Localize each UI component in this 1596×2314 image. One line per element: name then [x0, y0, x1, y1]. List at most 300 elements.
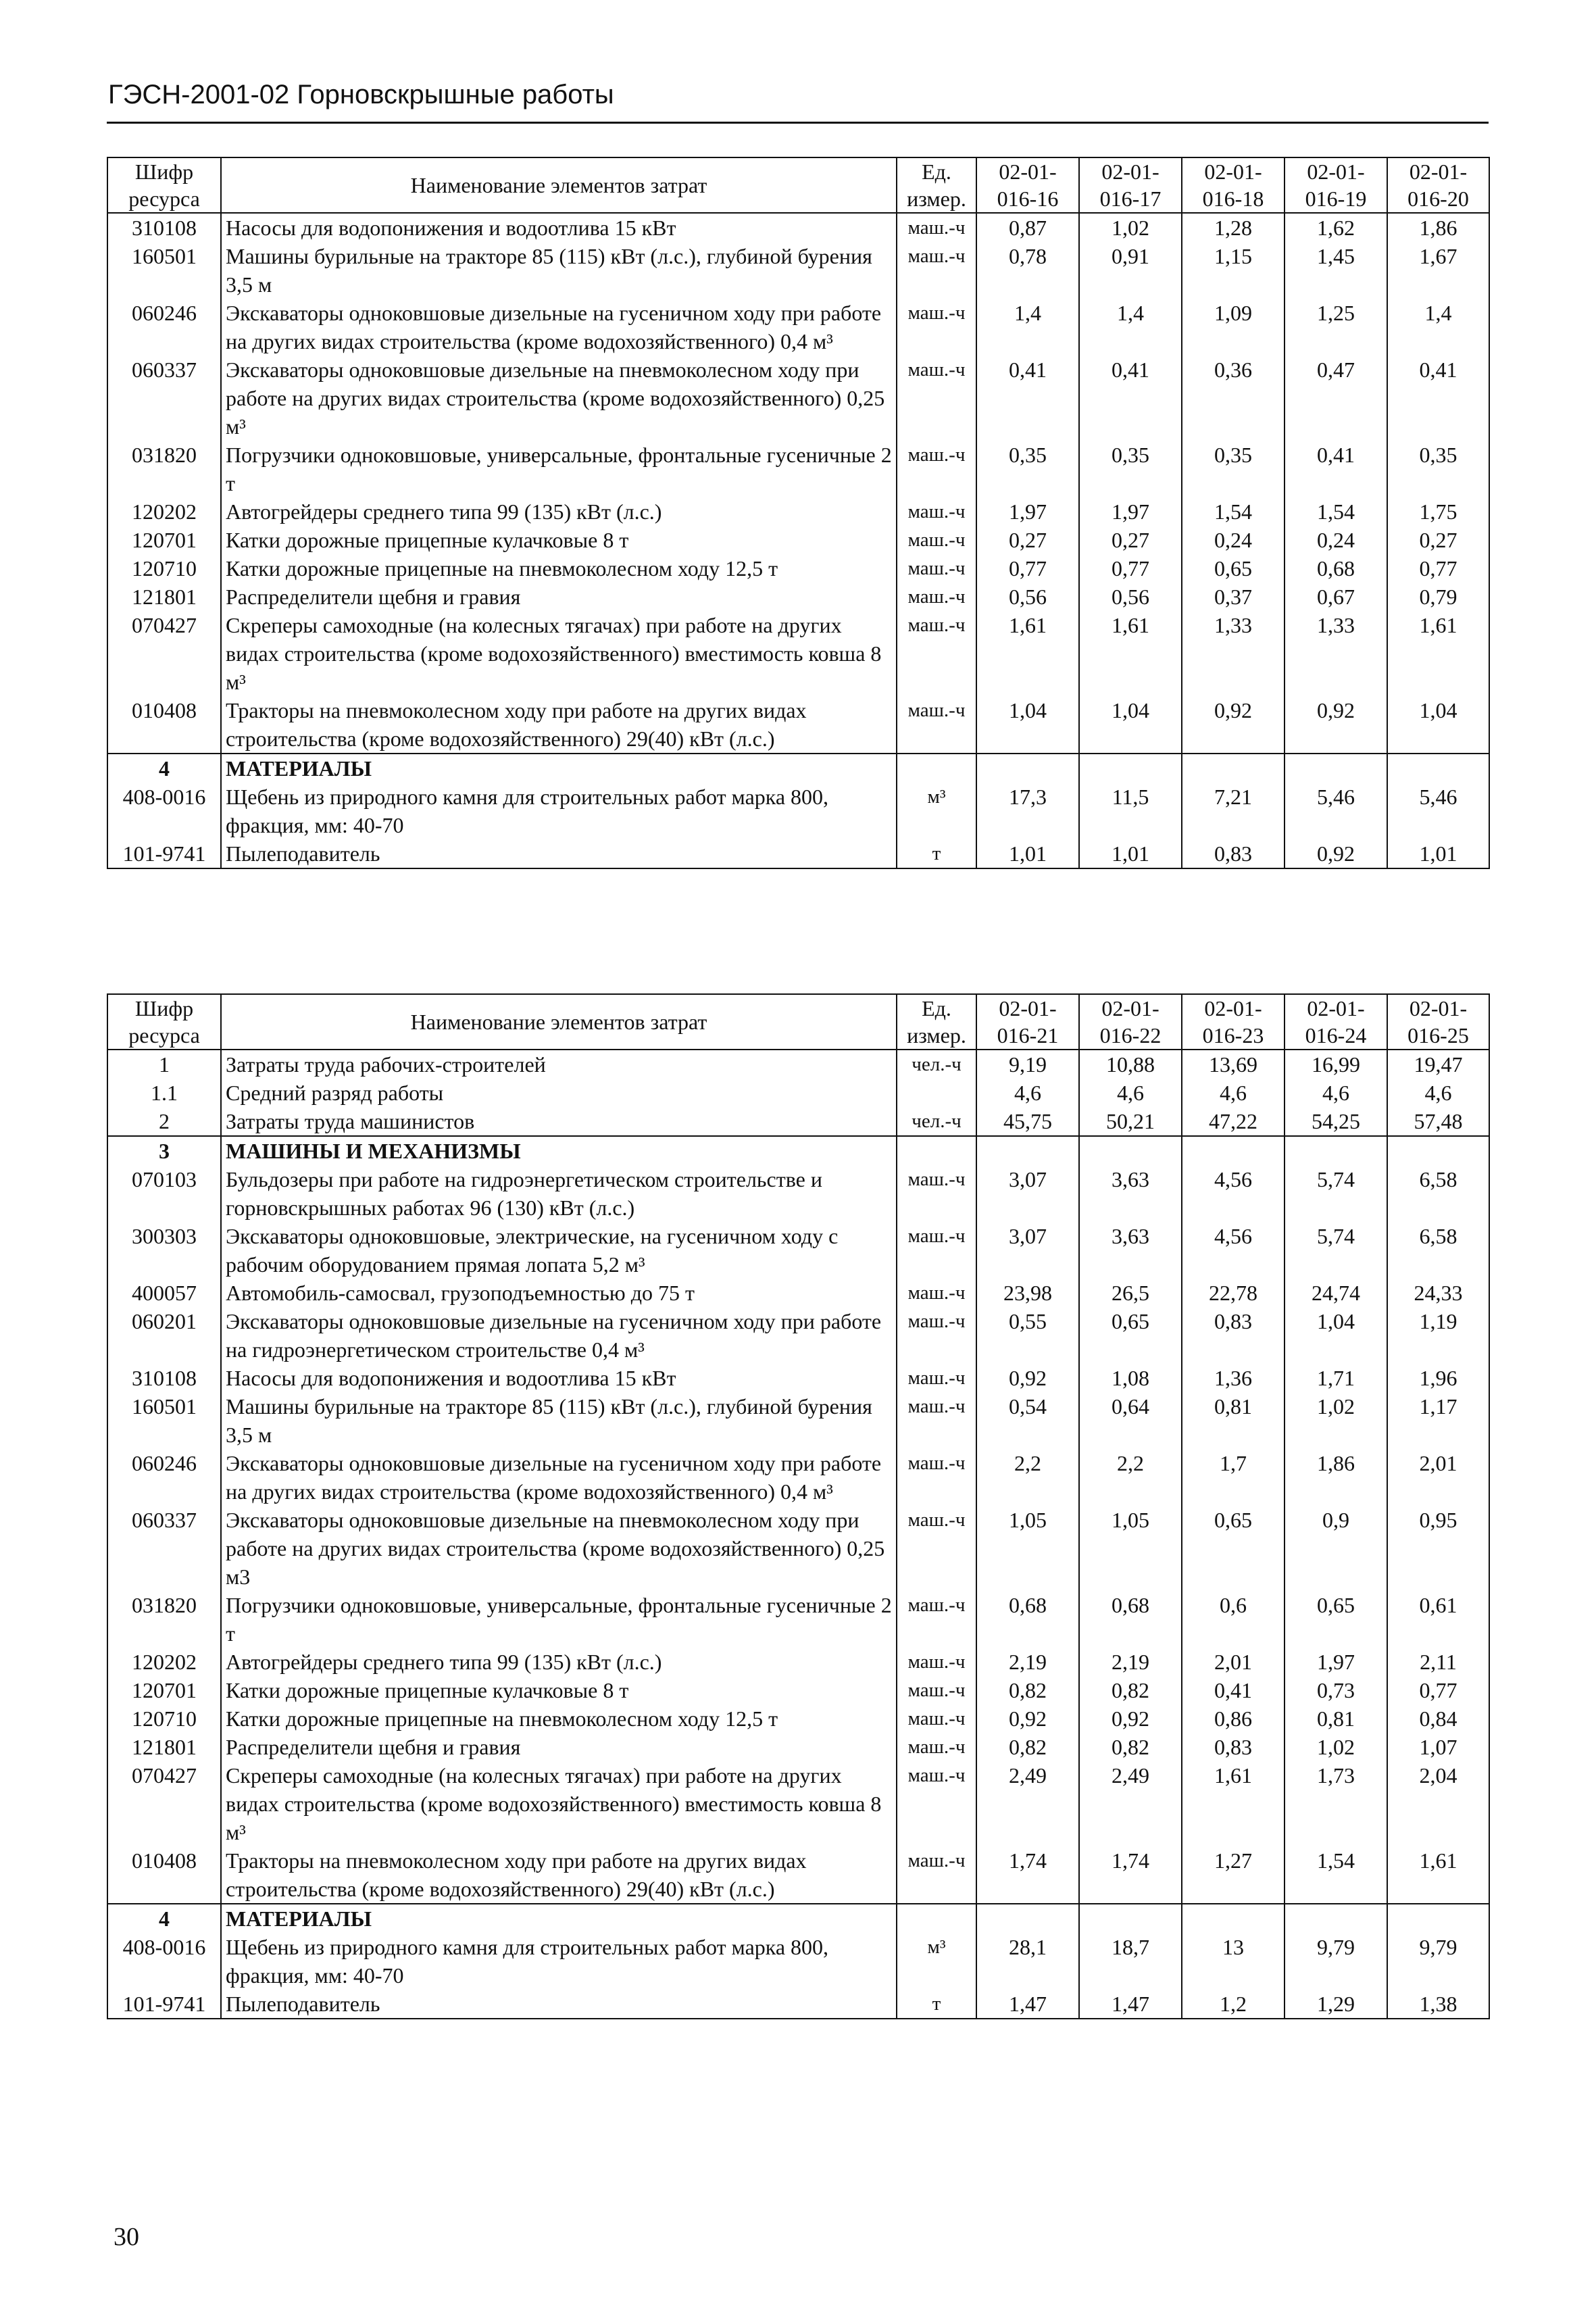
- norm-value: 0,68: [1285, 554, 1387, 583]
- unit-of-measure: маш.-ч: [897, 1704, 976, 1733]
- resource-code: 2: [107, 1107, 221, 1136]
- resource-name: Экскаваторы одноковшовые дизельные на гусеничном ходу при работе на гидроэнергетическом строительстве 0,4 м³: [221, 1307, 897, 1364]
- resource-name: Распределители щебня и гравия: [221, 583, 897, 611]
- col-header-norm: 02-01-016-24: [1285, 994, 1387, 1050]
- unit-of-measure: маш.-ч: [897, 497, 976, 526]
- norm-value: 1,62: [1285, 213, 1387, 242]
- section-row: [107, 754, 1489, 783]
- resource-code: 120701: [107, 1676, 221, 1704]
- resource-row: [107, 1050, 1489, 1079]
- resource-row: [107, 526, 1489, 554]
- resource-code: 310108: [107, 1364, 221, 1392]
- norm-value: 24,74: [1285, 1279, 1387, 1307]
- resource-code: 310108: [107, 213, 221, 242]
- norm-value: 4,6: [1387, 1079, 1489, 1107]
- col-header-norm: 02-01-016-16: [976, 157, 1079, 213]
- norm-value: 1,04: [1387, 696, 1489, 754]
- norm-value: 0,65: [1182, 554, 1285, 583]
- norm-value: 3,63: [1079, 1165, 1182, 1222]
- norm-value: 1,33: [1285, 611, 1387, 696]
- col-header-norm: 02-01-016-17: [1079, 157, 1182, 213]
- resource-code: 120710: [107, 1704, 221, 1733]
- norm-value: 0,54: [976, 1392, 1079, 1449]
- unit-of-measure: маш.-ч: [897, 611, 976, 696]
- unit-of-measure: маш.-ч: [897, 1506, 976, 1591]
- norm-value: 9,79: [1387, 1933, 1489, 1990]
- col-header-norm: 02-01-016-19: [1285, 157, 1387, 213]
- resource-row: [107, 1648, 1489, 1676]
- unit-of-measure: маш.-ч: [897, 1648, 976, 1676]
- norm-value: 1,4: [1079, 299, 1182, 355]
- norm-value: 0,81: [1285, 1704, 1387, 1733]
- resource-name: Пылеподавитель: [221, 1990, 897, 2019]
- norms-table-1: [107, 157, 1490, 869]
- table-body: [107, 1050, 1489, 2019]
- norm-value: 1,07: [1387, 1733, 1489, 1761]
- resource-name: Машины бурильные на тракторе 85 (115) кВт (л.с.), глубиной бурения 3,5 м: [221, 1392, 897, 1449]
- norm-value: 1,01: [1079, 839, 1182, 868]
- resource-row: [107, 1704, 1489, 1733]
- norm-value: 0,35: [1079, 441, 1182, 497]
- col-header-norm: 02-01-016-21: [976, 994, 1079, 1050]
- norm-value: 1,15: [1182, 242, 1285, 299]
- norm-value: 18,7: [1079, 1933, 1182, 1990]
- col-header-name: Наименование элементов затрат: [221, 157, 897, 213]
- norm-value: 0,95: [1387, 1506, 1489, 1591]
- resource-row: [107, 1761, 1489, 1846]
- norm-value: 1,09: [1182, 299, 1285, 355]
- norm-value: 5,74: [1285, 1165, 1387, 1222]
- resource-code: 160501: [107, 1392, 221, 1449]
- unit-of-measure: маш.-ч: [897, 1279, 976, 1307]
- norm-value: 13: [1182, 1933, 1285, 1990]
- norm-value: 0,73: [1285, 1676, 1387, 1704]
- resource-row: [107, 611, 1489, 696]
- unit-of-measure: м³: [897, 783, 976, 839]
- resource-row: [107, 1933, 1489, 1990]
- norm-value: 9,19: [976, 1050, 1079, 1079]
- norm-value: 1,17: [1387, 1392, 1489, 1449]
- col-header-code: Шифр ресурса: [107, 994, 221, 1050]
- resource-name: Экскаваторы одноковшовые дизельные на гусеничном ходу при работе на других видах строительства (кроме водохозяйственного) 0,4 м³: [221, 299, 897, 355]
- unit-of-measure: маш.-ч: [897, 1846, 976, 1904]
- norm-value: 0,82: [976, 1733, 1079, 1761]
- norm-value: 0,27: [976, 526, 1079, 554]
- table-header-row: [107, 994, 1489, 1050]
- resource-name: Пылеподавитель: [221, 839, 897, 868]
- resource-row: [107, 1079, 1489, 1107]
- resource-name: Автогрейдеры среднего типа 99 (135) кВт (л.с.): [221, 1648, 897, 1676]
- norm-value: 57,48: [1387, 1107, 1489, 1136]
- unit-of-measure: маш.-ч: [897, 441, 976, 497]
- resource-name: Насосы для водопонижения и водоотлива 15 кВт: [221, 213, 897, 242]
- resource-row: [107, 839, 1489, 868]
- norm-value: 50,21: [1079, 1107, 1182, 1136]
- norm-value: 1,54: [1285, 497, 1387, 526]
- norm-value: 1,01: [1387, 839, 1489, 868]
- resource-code: 1: [107, 1050, 221, 1079]
- unit-of-measure: [897, 754, 976, 783]
- norm-value: 1,36: [1182, 1364, 1285, 1392]
- norm-value: [1285, 754, 1387, 783]
- resource-name: Затраты труда машинистов: [221, 1107, 897, 1136]
- resource-row: [107, 583, 1489, 611]
- unit-of-measure: маш.-ч: [897, 1364, 976, 1392]
- unit-of-measure: маш.-ч: [897, 1733, 976, 1761]
- col-header-name: Наименование элементов затрат: [221, 994, 897, 1050]
- norm-value: 0,41: [1079, 355, 1182, 441]
- norm-value: 1,47: [1079, 1990, 1182, 2019]
- unit-of-measure: маш.-ч: [897, 1392, 976, 1449]
- norm-value: [976, 754, 1079, 783]
- resource-name: Тракторы на пневмоколесном ходу при работе на других видах строительства (кроме водохозяйственного) 29(40) кВт (л.с.): [221, 696, 897, 754]
- resource-name: Экскаваторы одноковшовые дизельные на гусеничном ходу при работе на других видах строительства (кроме водохозяйственного) 0,4 м³: [221, 1449, 897, 1506]
- norm-value: 5,74: [1285, 1222, 1387, 1279]
- norm-value: [1182, 1904, 1285, 1933]
- norm-value: 1,47: [976, 1990, 1079, 2019]
- norm-value: [976, 1904, 1079, 1933]
- norm-value: 3,07: [976, 1165, 1079, 1222]
- norm-value: 1,96: [1387, 1364, 1489, 1392]
- resource-row: [107, 1676, 1489, 1704]
- resource-row: [107, 1307, 1489, 1364]
- norm-value: 2,19: [976, 1648, 1079, 1676]
- resource-code: 4: [107, 754, 221, 783]
- norm-value: 4,6: [1285, 1079, 1387, 1107]
- col-header-code: Шифр ресурса: [107, 157, 221, 213]
- resource-name: Скреперы самоходные (на колесных тягачах) при работе на других видах строительства (кроме водохозяйственного) вместимость ковша 8 м³: [221, 611, 897, 696]
- resource-code: 408-0016: [107, 783, 221, 839]
- resource-row: [107, 1364, 1489, 1392]
- norm-value: 0,79: [1387, 583, 1489, 611]
- norm-value: 1,02: [1285, 1392, 1387, 1449]
- norm-value: 24,33: [1387, 1279, 1489, 1307]
- unit-of-measure: маш.-ч: [897, 554, 976, 583]
- norm-value: 0,41: [976, 355, 1079, 441]
- unit-of-measure: маш.-ч: [897, 213, 976, 242]
- norm-value: 0,68: [1079, 1591, 1182, 1648]
- unit-of-measure: чел.-ч: [897, 1107, 976, 1136]
- norm-value: 2,01: [1387, 1449, 1489, 1506]
- resource-name: Распределители щебня и гравия: [221, 1733, 897, 1761]
- norm-value: 1,74: [976, 1846, 1079, 1904]
- norm-value: 0,35: [976, 441, 1079, 497]
- norm-value: 0,67: [1285, 583, 1387, 611]
- norm-value: 0,77: [1387, 1676, 1489, 1704]
- resource-name: Катки дорожные прицепные кулачковые 8 т: [221, 1676, 897, 1704]
- norm-value: 0,35: [1387, 441, 1489, 497]
- norm-value: 45,75: [976, 1107, 1079, 1136]
- norm-value: 54,25: [1285, 1107, 1387, 1136]
- norm-value: 1,86: [1285, 1449, 1387, 1506]
- resource-code: 300303: [107, 1222, 221, 1279]
- norm-value: 4,6: [976, 1079, 1079, 1107]
- norm-value: 2,2: [976, 1449, 1079, 1506]
- resource-name: Затраты труда рабочих-строителей: [221, 1050, 897, 1079]
- norm-value: [1079, 754, 1182, 783]
- norm-value: 0,92: [976, 1364, 1079, 1392]
- norm-value: 0,83: [1182, 1307, 1285, 1364]
- unit-of-measure: т: [897, 839, 976, 868]
- norm-value: 1,71: [1285, 1364, 1387, 1392]
- resource-code: 060201: [107, 1307, 221, 1364]
- norm-value: 1,33: [1182, 611, 1285, 696]
- norm-value: 2,11: [1387, 1648, 1489, 1676]
- resource-code: 070427: [107, 611, 221, 696]
- norm-value: 1,02: [1285, 1733, 1387, 1761]
- resource-name: МАТЕРИАЛЫ: [221, 754, 897, 783]
- resource-name: Автомобиль-самосвал, грузоподъемностью до 75 т: [221, 1279, 897, 1307]
- unit-of-measure: чел.-ч: [897, 1050, 976, 1079]
- resource-row: [107, 1279, 1489, 1307]
- norm-value: [1182, 754, 1285, 783]
- norm-value: 3,63: [1079, 1222, 1182, 1279]
- col-header-norm: 02-01-016-25: [1387, 994, 1489, 1050]
- norm-value: 0,81: [1182, 1392, 1285, 1449]
- norm-value: 1,74: [1079, 1846, 1182, 1904]
- norm-value: 26,5: [1079, 1279, 1182, 1307]
- resource-row: [107, 1165, 1489, 1222]
- norm-value: 1,75: [1387, 497, 1489, 526]
- unit-of-measure: маш.-ч: [897, 1591, 976, 1648]
- resource-row: [107, 242, 1489, 299]
- norm-value: 0,56: [1079, 583, 1182, 611]
- norm-value: 0,27: [1079, 526, 1182, 554]
- resource-name: Тракторы на пневмоколесном ходу при работе на других видах строительства (кроме водохозяйственного) 29(40) кВт (л.с.): [221, 1846, 897, 1904]
- norm-value: 0,65: [1079, 1307, 1182, 1364]
- norm-value: 0,92: [1182, 696, 1285, 754]
- resource-name: Экскаваторы одноковшовые дизельные на пневмоколесном ходу при работе на других видах строительства (кроме водохозяйственного) 0,25 м³: [221, 355, 897, 441]
- norm-value: 1,86: [1387, 213, 1489, 242]
- unit-of-measure: маш.-ч: [897, 355, 976, 441]
- resource-name: Средний разряд работы: [221, 1079, 897, 1107]
- col-header-norm: 02-01-016-23: [1182, 994, 1285, 1050]
- norm-value: 1,2: [1182, 1990, 1285, 2019]
- norm-value: 11,5: [1079, 783, 1182, 839]
- col-header-unit: Ед. измер.: [897, 157, 976, 213]
- norm-value: 1,45: [1285, 242, 1387, 299]
- norm-value: 1,38: [1387, 1990, 1489, 2019]
- resource-code: 101-9741: [107, 839, 221, 868]
- table-body: [107, 213, 1489, 868]
- col-header-norm: 02-01-016-18: [1182, 157, 1285, 213]
- unit-of-measure: маш.-ч: [897, 299, 976, 355]
- resource-code: 031820: [107, 1591, 221, 1648]
- resource-code: 060246: [107, 1449, 221, 1506]
- resource-code: 070103: [107, 1165, 221, 1222]
- col-header-norm: 02-01-016-22: [1079, 994, 1182, 1050]
- norm-value: 1,27: [1182, 1846, 1285, 1904]
- resource-name: Машины бурильные на тракторе 85 (115) кВт (л.с.), глубиной бурения 3,5 м: [221, 242, 897, 299]
- unit-of-measure: м³: [897, 1933, 976, 1990]
- norm-value: 1,54: [1182, 497, 1285, 526]
- resource-code: 1.1: [107, 1079, 221, 1107]
- norm-value: 0,41: [1285, 441, 1387, 497]
- unit-of-measure: [897, 1136, 976, 1165]
- resource-name: МАТЕРИАЛЫ: [221, 1904, 897, 1933]
- norm-value: 16,99: [1285, 1050, 1387, 1079]
- resource-code: 010408: [107, 1846, 221, 1904]
- norm-value: 19,47: [1387, 1050, 1489, 1079]
- resource-row: [107, 1591, 1489, 1648]
- resource-name: Катки дорожные прицепные на пневмоколесном ходу 12,5 т: [221, 1704, 897, 1733]
- resource-row: [107, 299, 1489, 355]
- norm-value: 4,6: [1182, 1079, 1285, 1107]
- norm-value: 0,27: [1387, 526, 1489, 554]
- resource-code: 3: [107, 1136, 221, 1165]
- norm-value: 1,25: [1285, 299, 1387, 355]
- resource-name: Насосы для водопонижения и водоотлива 15 кВт: [221, 1364, 897, 1392]
- norm-value: 1,29: [1285, 1990, 1387, 2019]
- norm-value: 1,97: [1079, 497, 1182, 526]
- unit-of-measure: маш.-ч: [897, 1449, 976, 1506]
- resource-row: [107, 497, 1489, 526]
- section-row: [107, 1136, 1489, 1165]
- norm-value: 1,97: [976, 497, 1079, 526]
- unit-of-measure: т: [897, 1990, 976, 2019]
- resource-row: [107, 441, 1489, 497]
- norm-value: 4,56: [1182, 1222, 1285, 1279]
- norm-value: 1,04: [1285, 1307, 1387, 1364]
- norm-value: 28,1: [976, 1933, 1079, 1990]
- norm-value: 9,79: [1285, 1933, 1387, 1990]
- resource-row: [107, 1107, 1489, 1136]
- norm-value: [976, 1136, 1079, 1165]
- resource-code: 060337: [107, 1506, 221, 1591]
- norm-value: 0,35: [1182, 441, 1285, 497]
- norm-value: 0,24: [1182, 526, 1285, 554]
- norm-value: 1,61: [1387, 1846, 1489, 1904]
- resource-row: [107, 1733, 1489, 1761]
- norm-value: 0,91: [1079, 242, 1182, 299]
- norm-value: 0,92: [1285, 696, 1387, 754]
- norm-value: 0,9: [1285, 1506, 1387, 1591]
- resource-code: 120202: [107, 1648, 221, 1676]
- norm-value: [1079, 1136, 1182, 1165]
- norm-value: 1,61: [976, 611, 1079, 696]
- norm-value: 0,92: [1285, 839, 1387, 868]
- resource-code: 070427: [107, 1761, 221, 1846]
- norm-value: 1,7: [1182, 1449, 1285, 1506]
- resource-code: 4: [107, 1904, 221, 1933]
- resource-row: [107, 213, 1489, 242]
- norm-value: 0,82: [1079, 1676, 1182, 1704]
- resource-code: 060246: [107, 299, 221, 355]
- norm-value: 1,97: [1285, 1648, 1387, 1676]
- section-row: [107, 1904, 1489, 1933]
- norm-value: 0,65: [1285, 1591, 1387, 1648]
- norm-value: 1,61: [1387, 611, 1489, 696]
- norm-value: 2,49: [1079, 1761, 1182, 1846]
- resource-code: 400057: [107, 1279, 221, 1307]
- norm-value: 3,07: [976, 1222, 1079, 1279]
- norm-value: 1,19: [1387, 1307, 1489, 1364]
- unit-of-measure: маш.-ч: [897, 1222, 976, 1279]
- norm-value: 0,6: [1182, 1591, 1285, 1648]
- norm-value: [1285, 1136, 1387, 1165]
- resource-row: [107, 1392, 1489, 1449]
- resource-row: [107, 696, 1489, 754]
- norm-value: [1285, 1904, 1387, 1933]
- norm-value: 17,3: [976, 783, 1079, 839]
- norm-value: 0,87: [976, 213, 1079, 242]
- norm-value: 0,55: [976, 1307, 1079, 1364]
- norm-value: 10,88: [1079, 1050, 1182, 1079]
- resource-code: 121801: [107, 1733, 221, 1761]
- norm-value: 5,46: [1387, 783, 1489, 839]
- resource-code: 120202: [107, 497, 221, 526]
- resource-name: Погрузчики одноковшовые, универсальные, фронтальные гусеничные 2 т: [221, 441, 897, 497]
- norm-value: 0,37: [1182, 583, 1285, 611]
- norm-value: 0,83: [1182, 1733, 1285, 1761]
- norm-value: [1182, 1136, 1285, 1165]
- resource-name: Катки дорожные прицепные кулачковые 8 т: [221, 526, 897, 554]
- norm-value: 0,78: [976, 242, 1079, 299]
- norm-value: 2,19: [1079, 1648, 1182, 1676]
- header-rule: [107, 122, 1489, 124]
- norm-value: 4,6: [1079, 1079, 1182, 1107]
- norm-value: [1079, 1904, 1182, 1933]
- unit-of-measure: маш.-ч: [897, 1165, 976, 1222]
- norm-value: 4,56: [1182, 1165, 1285, 1222]
- norm-value: [1387, 754, 1489, 783]
- resource-row: [107, 1222, 1489, 1279]
- norm-value: 0,77: [976, 554, 1079, 583]
- resource-code: 408-0016: [107, 1933, 221, 1990]
- norm-value: 22,78: [1182, 1279, 1285, 1307]
- resource-row: [107, 1506, 1489, 1591]
- page-number: 30: [114, 2223, 139, 2251]
- norm-value: 0,92: [976, 1704, 1079, 1733]
- norm-value: 13,69: [1182, 1050, 1285, 1079]
- norm-value: 0,68: [976, 1591, 1079, 1648]
- norm-value: 0,36: [1182, 355, 1285, 441]
- resource-name: Бульдозеры при работе на гидроэнергетическом строительстве и горновскрышных работах 96 (130) кВт (л.с.): [221, 1165, 897, 1222]
- norm-value: 23,98: [976, 1279, 1079, 1307]
- norm-value: 1,04: [976, 696, 1079, 754]
- norm-value: 0,84: [1387, 1704, 1489, 1733]
- norm-value: 1,4: [1387, 299, 1489, 355]
- norm-value: 2,01: [1182, 1648, 1285, 1676]
- resource-row: [107, 783, 1489, 839]
- resource-code: 010408: [107, 696, 221, 754]
- unit-of-measure: [897, 1904, 976, 1933]
- norm-value: 1,05: [1079, 1506, 1182, 1591]
- norm-value: 7,21: [1182, 783, 1285, 839]
- unit-of-measure: маш.-ч: [897, 583, 976, 611]
- col-header-unit: Ед. измер.: [897, 994, 976, 1050]
- norm-value: [1387, 1136, 1489, 1165]
- norm-value: 0,41: [1182, 1676, 1285, 1704]
- resource-code: 121801: [107, 583, 221, 611]
- resource-row: [107, 1846, 1489, 1904]
- norm-value: 1,04: [1079, 696, 1182, 754]
- norm-value: 0,65: [1182, 1506, 1285, 1591]
- norm-value: 0,82: [976, 1676, 1079, 1704]
- resource-name: Катки дорожные прицепные на пневмоколесном ходу 12,5 т: [221, 554, 897, 583]
- norm-value: 1,05: [976, 1506, 1079, 1591]
- unit-of-measure: [897, 1079, 976, 1107]
- resource-name: Экскаваторы одноковшовые, электрические, на гусеничном ходу с рабочим оборудованием прямая лопата 5,2 м³: [221, 1222, 897, 1279]
- norm-value: 2,49: [976, 1761, 1079, 1846]
- norm-value: 1,61: [1079, 611, 1182, 696]
- resource-name: Щебень из природного камня для строительных работ марка 800, фракция, мм: 40-70: [221, 1933, 897, 1990]
- resource-name: Щебень из природного камня для строительных работ марка 800, фракция, мм: 40-70: [221, 783, 897, 839]
- norm-value: 1,67: [1387, 242, 1489, 299]
- norm-value: 2,04: [1387, 1761, 1489, 1846]
- table-header-row: [107, 157, 1489, 213]
- norm-value: 0,86: [1182, 1704, 1285, 1733]
